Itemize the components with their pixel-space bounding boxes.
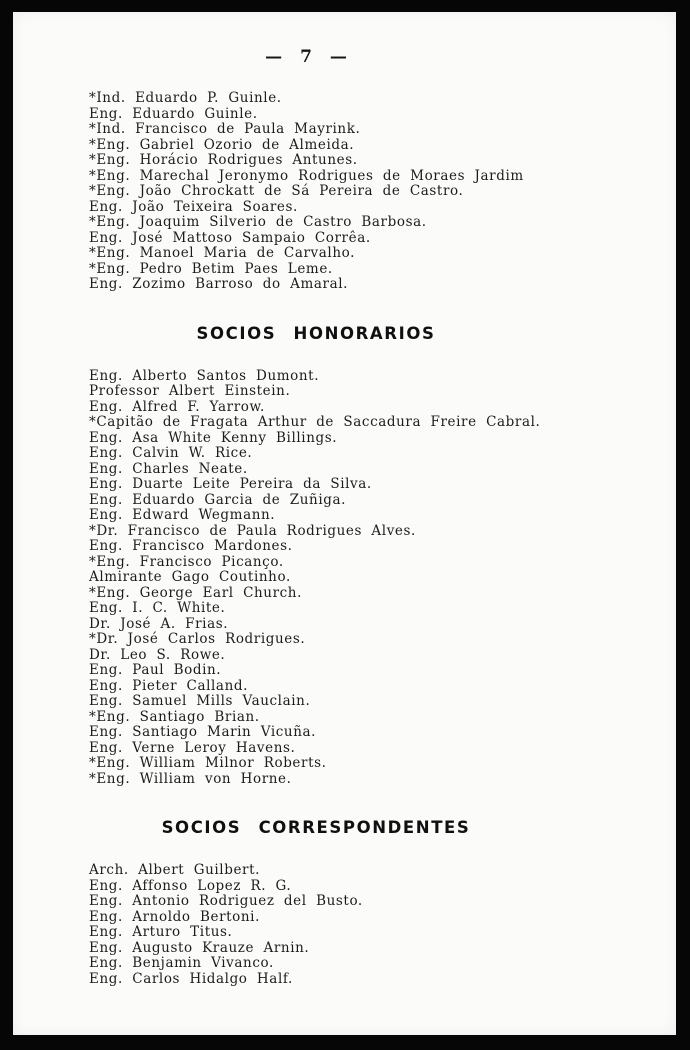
section-heading-honorarios: SOCIOS HONORARIOS — [196, 323, 436, 343]
list-item: Eng. I. C. White. — [89, 600, 226, 616]
list-item: *Dr. José Carlos Rodrigues. — [89, 631, 306, 647]
list-item: Dr. José A. Frias. — [89, 615, 229, 632]
list-item: *Ind. Eduardo P. Guinle. — [89, 90, 282, 106]
section-heading-correspondentes: SOCIOS CORRESPONDENTES — [161, 818, 471, 837]
page-content — [89, 12, 567, 987]
list-item: Eng. Verne Leroy Havens. — [89, 739, 296, 756]
list-item: Eng. Eduardo Garcia de Zuñiga. — [89, 491, 347, 508]
scanned-page — [13, 12, 676, 1035]
list-item: *Eng. Manoel Maria de Carvalho. — [89, 245, 356, 261]
list-item: *Eng. Pedro Betim Paes Leme. — [89, 260, 333, 277]
section-socios-correspondentes — [89, 817, 567, 987]
list-item: Eng. Calvin W. Rice. — [89, 445, 253, 461]
list-item: Eng. Benjamin Vivanco. — [89, 955, 274, 971]
list-item: Professor Albert Einstein. — [89, 383, 291, 399]
section-socios-honorarios — [89, 323, 567, 788]
list-item: Eng. Arnoldo Bertoni. — [89, 908, 260, 925]
list-item: Eng. Alberto Santos Dumont. — [89, 367, 320, 384]
page-number: — 7 — — [265, 47, 349, 67]
list-item: Eng. Pieter Calland. — [89, 677, 249, 694]
correspondentes-entries — [89, 863, 567, 987]
list-item: Arch. Albert Guilbert. — [89, 862, 261, 878]
list-item: Eng. Samuel Mills Vauclain. — [89, 693, 311, 709]
list-item: *Eng. Marechal Jeronymo Rodrigues de Moraes Jardim — [89, 167, 524, 184]
list-item: Almirante Gago Coutinho. — [89, 569, 291, 585]
list-item: *Eng. William Milnor Roberts. — [89, 755, 327, 771]
list-item: Eng. Asa White Kenny Billings. — [89, 429, 338, 446]
list-item: Eng. José Mattoso Sampaio Corrêa. — [89, 229, 371, 246]
list-item: *Eng. George Earl Church. — [89, 584, 302, 601]
list-item: Eng. Affonso Lopez R. G. — [89, 877, 292, 894]
list-item: *Eng. João Chrockatt de Sá Pereira de Castro. — [89, 183, 464, 199]
honorarios-entries — [89, 369, 567, 788]
section-members-list — [89, 91, 567, 293]
list-item: *Capitão de Fragata Arthur de Saccadura Freire Cabral. — [89, 414, 541, 430]
list-item: Dr. Leo S. Rowe. — [89, 646, 226, 663]
list-item: *Eng. Gabriel Ozorio de Almeida. — [89, 136, 355, 153]
list-item: Eng. Edward Wegmann. — [89, 507, 276, 523]
list-item: Eng. Augusto Krauze Arnin. — [89, 939, 310, 956]
list-item: Eng. Santiago Marin Vicuña. — [89, 724, 317, 740]
list-item: *Eng. Francisco Picanço. — [89, 553, 284, 570]
list-item: Eng. Alfred F. Yarrow. — [89, 398, 265, 415]
list-item: Eng. Antonio Rodriguez del Busto. — [89, 893, 363, 909]
list-item: Eng. Paul Bodin. — [89, 662, 222, 678]
list-item: Eng. Eduardo Guinle. — [89, 105, 258, 122]
list-item: *Dr. Francisco de Paula Rodrigues Alves. — [89, 522, 416, 539]
list-item: *Eng. Joaquim Silverio de Castro Barbosa. — [89, 214, 427, 230]
list-item: Eng. Carlos Hidalgo Half. — [89, 970, 293, 987]
list-item: Eng. Francisco Mardones. — [89, 538, 293, 554]
list-item: Eng. Zozimo Barroso do Amaral. — [89, 276, 349, 292]
list-item: *Eng. Santiago Brian. — [89, 708, 260, 725]
list-item: *Eng. William von Horne. — [89, 770, 292, 787]
list-item: Eng. Arturo Titus. — [89, 924, 233, 940]
list-item: *Eng. Horácio Rodrigues Antunes. — [89, 152, 358, 168]
list-item: Eng. João Teixeira Soares. — [89, 198, 298, 215]
list-item: *Ind. Francisco de Paula Mayrink. — [89, 121, 361, 137]
list-item: Eng. Duarte Leite Pereira da Silva. — [89, 476, 372, 492]
members-entries — [89, 91, 567, 293]
list-item: Eng. Charles Neate. — [89, 460, 248, 477]
